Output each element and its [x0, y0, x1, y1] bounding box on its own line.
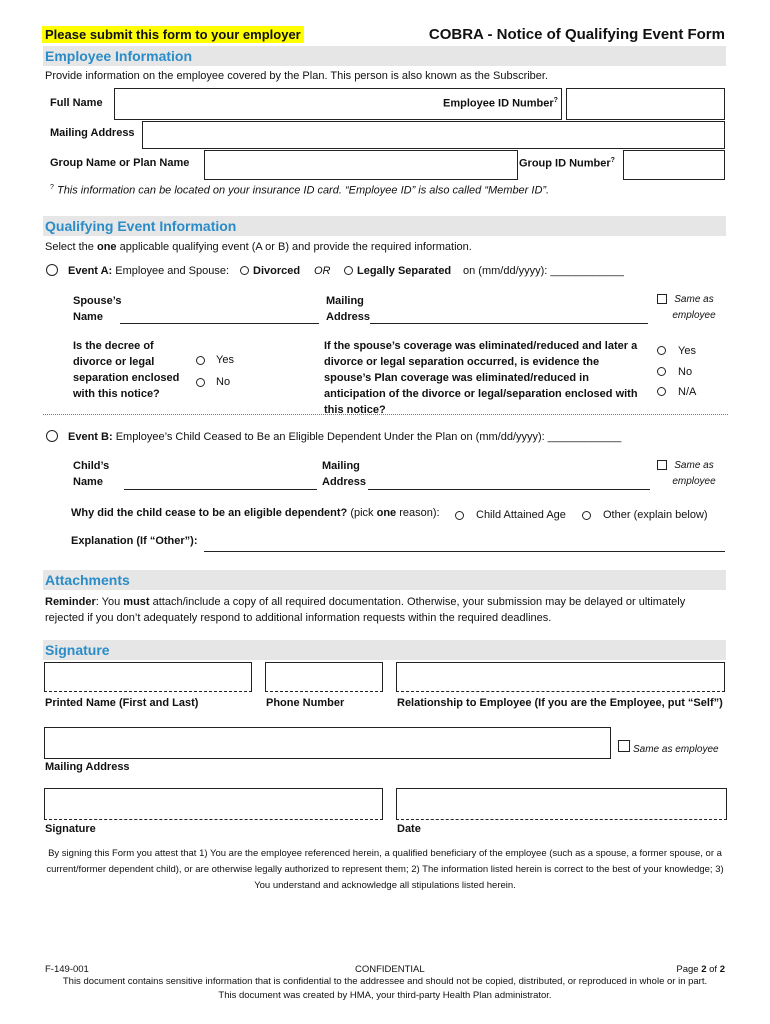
- divorced-label: Divorced: [253, 265, 301, 277]
- coverage-no-label: No: [678, 366, 693, 378]
- child-same-checkbox[interactable]: [657, 460, 667, 470]
- employee-intro: Provide information on the employee covered by the Plan. This person is also known as the Subscriber.: [45, 70, 549, 82]
- child-same-label: Same as employee: [672, 460, 716, 487]
- phone-input[interactable]: [265, 662, 383, 692]
- signature-section-bar: [43, 640, 726, 660]
- confidential-label: CONFIDENTIAL: [355, 964, 425, 975]
- or-label: OR: [314, 265, 331, 277]
- printed-name-input[interactable]: [44, 662, 252, 692]
- sig-mailing-label: Mailing Address: [45, 761, 130, 773]
- date-input[interactable]: [396, 788, 727, 820]
- group-id-input[interactable]: [623, 150, 725, 180]
- printed-name-label: Printed Name (First and Last): [45, 697, 199, 709]
- sig-same-checkbox[interactable]: [618, 740, 630, 752]
- attachments-section-bar: [43, 570, 726, 590]
- attestation: By signing this Form you attest that 1) You are the employee referenced herein, a qualified beneficiary of the employee (such as a spouse, a former spouse, or a current/former dependent child), or are otherwise legally authorized to represent them; 2) The information listed herein is correct to the best of your knowledge; 3) You understand and acknowledge all stipulations listed herein.: [46, 848, 724, 891]
- spouse-mailing-label: Mailing Address: [326, 295, 371, 323]
- full-name-label: Full Name: [50, 97, 103, 109]
- coverage-na-label: N/A: [678, 386, 697, 398]
- spouse-name-input[interactable]: [120, 323, 319, 324]
- submit-note: Please submit this form to your employer: [42, 27, 304, 42]
- employee-section-title: Employee Information: [45, 48, 193, 64]
- form-code: F-149-001: [45, 964, 89, 975]
- form-title: COBRA - Notice of Qualifying Event Form: [428, 26, 725, 43]
- page-number: Page 2 of 2: [676, 964, 725, 975]
- decree-no-radio[interactable]: [196, 378, 205, 387]
- why-question: Why did the child cease to be an eligible dependent? (pick one reason):: [71, 507, 440, 519]
- employee-id-label: Employee ID Number?: [443, 97, 558, 110]
- attachments-section-title: Attachments: [45, 572, 130, 588]
- phone-label: Phone Number: [266, 697, 345, 709]
- spouse-same-label: Same as employee: [672, 294, 716, 321]
- event-a-date: on (mm/dd/yyyy): ____________: [463, 265, 624, 277]
- spouse-name-label: Spouse’s Name: [73, 295, 122, 323]
- group-name-label: Group Name or Plan Name: [50, 157, 190, 169]
- child-mailing-input[interactable]: [368, 489, 650, 490]
- date-label: Date: [397, 823, 421, 835]
- coverage-yes-label: Yes: [678, 345, 696, 357]
- footer-line-1: This document contains sensitive information that is confidential to the addressee and should not be copied, distributed, or reproduced in whole or in part.: [62, 976, 708, 987]
- employee-section-bar: [43, 46, 726, 66]
- coverage-question: If the spouse’s coverage was eliminated/reduced and later a divorce or legal separation occurred, is evidence the spouse’s Plan coverage was eliminated/reduced in anticipation of the divorce or legal/separation enclosed with this notice?: [324, 340, 638, 416]
- qualifying-intro: Select the one applicable qualifying event (A or B) and provide the required information.: [45, 241, 472, 253]
- event-b-radio[interactable]: [46, 430, 58, 442]
- child-mailing-label: Mailing Address: [322, 460, 367, 488]
- signature-section-title: Signature: [45, 642, 110, 658]
- coverage-yes-radio[interactable]: [657, 346, 666, 355]
- separated-label: Legally Separated: [357, 265, 452, 277]
- spouse-same-checkbox[interactable]: [657, 294, 667, 304]
- signature-input[interactable]: [44, 788, 383, 820]
- spouse-mailing-input[interactable]: [370, 323, 648, 324]
- decree-no-label: No: [216, 376, 231, 388]
- mailing-address-input[interactable]: [142, 121, 725, 149]
- explanation-input[interactable]: [204, 551, 725, 552]
- coverage-na-radio[interactable]: [657, 387, 666, 396]
- footer-line-2: This document was created by HMA, your third-party Health Plan administrator.: [218, 990, 552, 1001]
- decree-yes-radio[interactable]: [196, 356, 205, 365]
- event-a-radio[interactable]: [46, 264, 58, 276]
- id-footnote: ? This information can be located on your insurance ID card. “Employee ID” is also called “Member ID”.: [50, 184, 550, 197]
- separated-radio[interactable]: [344, 266, 353, 275]
- group-id-label: Group ID Number?: [519, 157, 615, 170]
- qualifying-section-title: Qualifying Event Information: [45, 218, 237, 234]
- explanation-label: Explanation (If “Other”):: [71, 535, 198, 547]
- event-divider: [43, 414, 728, 415]
- coverage-no-radio[interactable]: [657, 367, 666, 376]
- other-reason-label: Other (explain below): [603, 509, 708, 521]
- qualifying-section-bar: [43, 216, 726, 236]
- other-reason-radio[interactable]: [582, 511, 591, 520]
- employee-id-input[interactable]: [566, 88, 725, 120]
- child-age-label: Child Attained Age: [476, 509, 566, 521]
- divorced-radio[interactable]: [240, 266, 249, 275]
- child-age-radio[interactable]: [455, 511, 464, 520]
- child-name-label: Child’s Name: [73, 460, 110, 488]
- attachments-reminder: Reminder: You must attach/include a copy of all required documentation. Otherwise, your submission may be delayed or ultimately rejected if you don’t adequately respond to additional information requests within the required deadlines.: [45, 596, 686, 624]
- mailing-address-label: Mailing Address: [50, 127, 135, 139]
- sig-same-label: Same as employee: [633, 744, 719, 755]
- decree-yes-label: Yes: [216, 354, 234, 366]
- event-a-label: Event A: Employee and Spouse:: [68, 265, 230, 277]
- relationship-label: Relationship to Employee (If you are the Employee, put “Self”): [397, 697, 723, 709]
- event-b-label: Event B: Employee’s Child Ceased to Be an Eligible Dependent Under the Plan on (mm/dd/yyyy): ____________: [68, 431, 622, 443]
- sig-mailing-input[interactable]: [44, 727, 611, 759]
- relationship-input[interactable]: [396, 662, 725, 692]
- decree-question: Is the decree of divorce or legal separation enclosed with this notice?: [73, 340, 180, 400]
- group-name-input[interactable]: [204, 150, 518, 180]
- child-name-input[interactable]: [124, 489, 317, 490]
- signature-label: Signature: [45, 823, 96, 835]
